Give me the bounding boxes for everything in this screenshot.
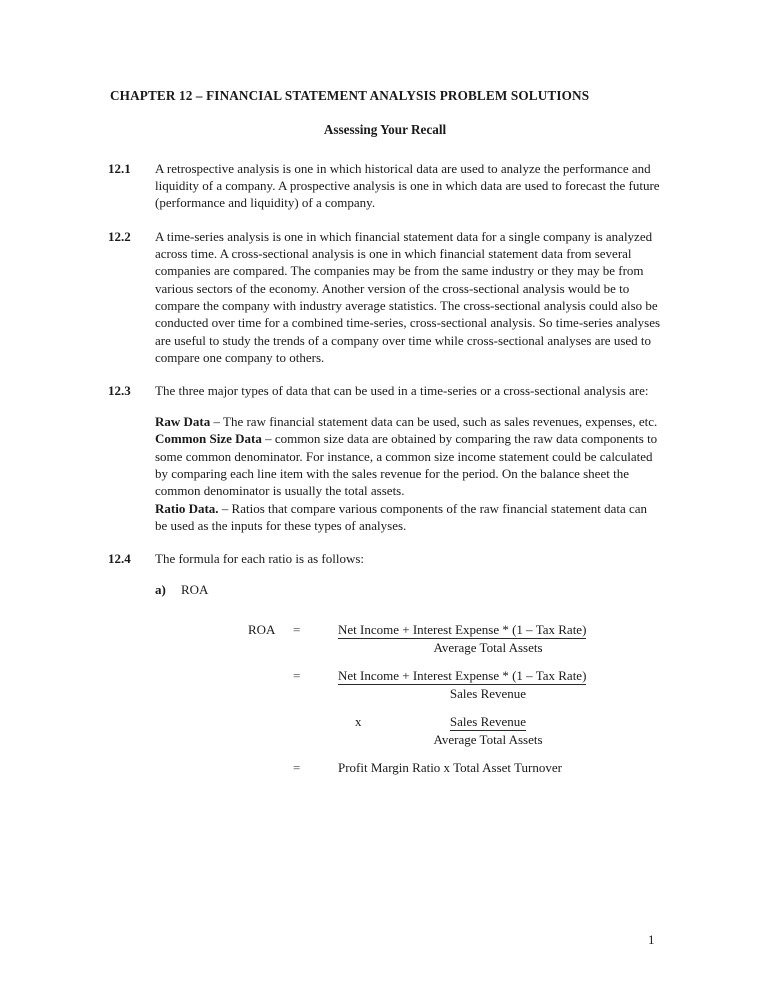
definition-term: Raw Data: [155, 413, 211, 429]
definition-text: – The raw financial statement data can be used, such as sales revenues, expenses, etc.: [210, 413, 658, 429]
formula-operator: =: [293, 622, 301, 637]
formula-numerator-wrap: [338, 622, 638, 639]
roa-formula-block: [0, 622, 768, 790]
item-number: 12.2: [108, 228, 131, 244]
formula-denominator: Average Total Assets: [433, 732, 543, 748]
item-content: [155, 228, 662, 367]
formula-numerator: Sales Revenue: [450, 714, 526, 731]
sub-list-marker: a): [155, 581, 166, 597]
formula-denominator: Average Total Assets: [433, 640, 543, 656]
formula-denominator: Sales Revenue: [449, 686, 527, 702]
formula-fraction: [338, 668, 638, 703]
item-intro: The formula for each ratio is as follows:: [155, 551, 365, 567]
document-body: [108, 88, 662, 614]
formula-lhs-label: ROA: [248, 622, 276, 637]
definition-ratio-data: [155, 500, 662, 535]
definition-raw-data: [155, 413, 662, 430]
page-title: CHAPTER 12 – FINANCIAL STATEMENT ANALYSIS PROBLEM SOLUTIONS: [110, 88, 590, 103]
page-number-value: 1: [648, 932, 655, 947]
formula-numerator-wrap: [338, 668, 638, 685]
definition-text: – Ratios that compare various components of the raw financial statement data can be used as the inputs for these types of analyses.: [155, 500, 648, 533]
formula-row-4: [0, 760, 768, 790]
item-number: 12.1: [108, 160, 131, 176]
item-paragraph: A time-series analysis is one in which financial statement data for a single company is analyzed across time. A cross-sectional analysis is one in which financial statement data from several companies are compared. The companies may be from the same industry or they may be from various sectors of the economy. Another version of the cross-sectional analysis would be to compare the company with industry average statistics. The cross-sectional analysis could also be conducted over time for a combined time-series, cross-sectional analysis. So time-series analyses are useful to study the trends of a company over time while cross-sectional analyses are used to compare one company to others.: [155, 228, 661, 366]
item-number: 12.3: [108, 383, 131, 399]
definition-term: Common Size Data: [155, 431, 262, 447]
definition-term: Ratio Data: [155, 500, 216, 516]
formula-operator: =: [293, 668, 301, 683]
problem-item-12-4: [108, 550, 662, 598]
problem-item-12-1: [108, 160, 662, 212]
item-intro: The three major types of data that can be used in a time-series or a cross-sectional analysis are:: [155, 383, 649, 399]
sub-list-item-a: [155, 581, 662, 598]
problem-item-12-3: [108, 382, 662, 534]
formula-result-expression: Profit Margin Ratio x Total Asset Turnover: [338, 760, 562, 775]
sub-list-label: ROA: [181, 581, 209, 597]
formula-fraction: [338, 714, 638, 749]
formula-operator: =: [293, 760, 301, 775]
formula-row-2: [0, 668, 768, 714]
item-content: [155, 550, 662, 598]
formula-numerator-wrap: [338, 714, 638, 731]
definition-term-suffix: .: [215, 500, 219, 516]
formula-numerator: Net Income + Interest Expense * (1 – Tax Rate): [338, 668, 586, 685]
formula-row-1: [0, 622, 768, 668]
formula-multiply-operator: x: [355, 714, 362, 729]
section-subtitle: Assessing Your Recall: [323, 121, 447, 137]
problem-item-12-2: [108, 228, 662, 367]
item-content: [155, 160, 662, 212]
definition-common-size-data: [155, 430, 662, 499]
item-paragraph: A retrospective analysis is one in which historical data are used to analyze the performance and liquidity of a company. A prospective analysis is one in which data are used to forecast the future (performance and liquidity) of a company.: [155, 160, 660, 211]
formula-row-3: [0, 714, 768, 760]
item-content: [155, 382, 662, 534]
item-number: 12.4: [108, 551, 131, 567]
definition-text: – common size data are obtained by comparing the raw data components to some common denominator. For instance, a common size income statement could be calculated by comparing each line item with the sales revenue for the period. On the balance sheet the common denominator is usually the total assets.: [155, 431, 658, 499]
formula-fraction: [338, 622, 638, 657]
formula-numerator: Net Income + Interest Expense * (1 – Tax Rate): [338, 622, 586, 639]
